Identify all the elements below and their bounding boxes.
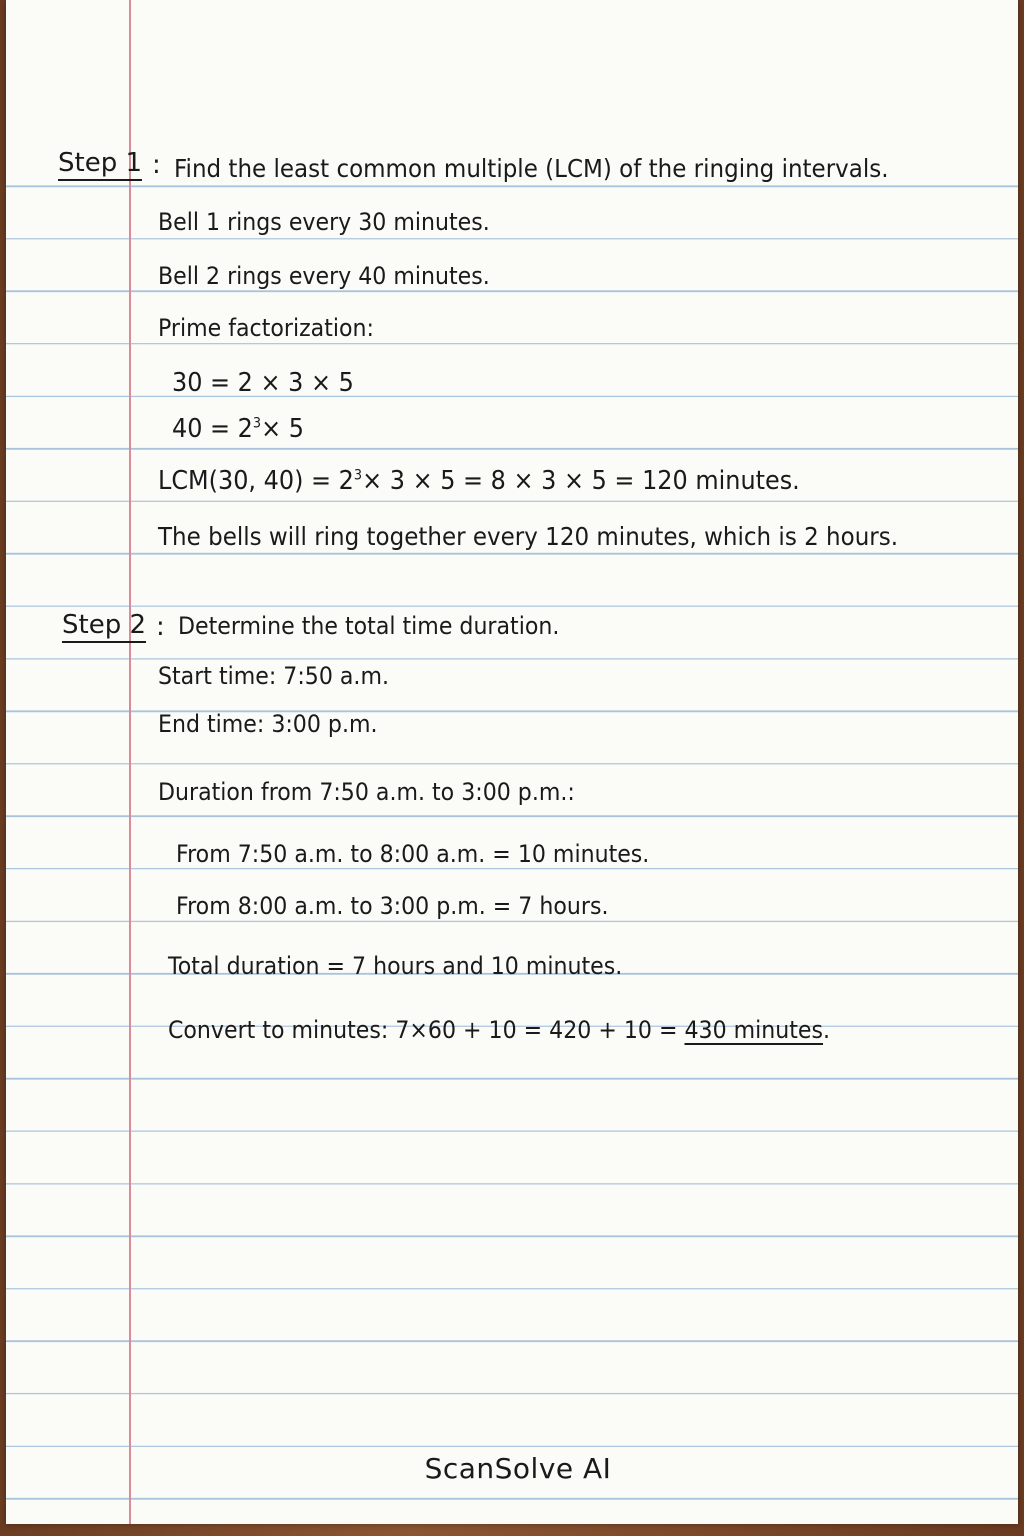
step2-title: Determine the total time duration.: [178, 612, 560, 640]
scansolve-footer: ScanSolve AI: [424, 1452, 612, 1485]
from-750-line: From 7:50 a.m. to 8:00 a.m. = 10 minutes.: [176, 840, 650, 868]
factor-40: [172, 414, 304, 444]
bells-together-line: The bells will ring together every 120 minutes, which is 2 hours.: [158, 522, 899, 551]
convert-part-a: Convert to minutes: 7×60 + 10 = 420 + 10 =: [168, 1016, 685, 1044]
final-answer: 430 minutes: [684, 1016, 824, 1044]
lcm-part-a: LCM(30, 40) = 2: [158, 466, 354, 496]
step1-colon: :: [152, 150, 161, 180]
lcm-part-b: × 3 × 5 = 8 × 3 × 5 = 120 minutes.: [362, 466, 800, 496]
step2-colon: :: [156, 612, 165, 642]
start-time-line: Start time: 7:50 a.m.: [158, 662, 389, 690]
factor-40-base: 40 = 2: [172, 414, 253, 444]
convert-end: .: [823, 1016, 831, 1044]
duration-heading: Duration from 7:50 a.m. to 3:00 p.m.:: [158, 778, 575, 806]
from-800-line: From 8:00 a.m. to 3:00 p.m. = 7 hours.: [176, 892, 609, 920]
step1-title: Find the least common multiple (LCM) of the ringing intervals.: [174, 154, 889, 183]
step1-label: Step 1: [58, 148, 142, 181]
bell1-line: Bell 1 rings every 30 minutes.: [158, 208, 490, 236]
convert-line: [168, 1016, 830, 1044]
lined-paper-sheet: [6, 0, 1018, 1524]
bell2-line: Bell 2 rings every 40 minutes.: [158, 262, 490, 290]
factor-40-exponent: 3: [252, 415, 262, 432]
end-time-line: End time: 3:00 p.m.: [158, 710, 378, 738]
step2-label: Step 2: [62, 610, 146, 643]
total-duration-line: Total duration = 7 hours and 10 minutes.: [168, 952, 623, 980]
factor-30: 30 = 2 × 3 × 5: [172, 368, 354, 398]
factor-40-rest: × 5: [261, 414, 304, 444]
prime-factorization-heading: Prime factorization:: [158, 314, 374, 342]
lcm-line: [158, 466, 800, 496]
lcm-exponent: 3: [353, 467, 363, 484]
margin-line: [129, 0, 131, 1524]
